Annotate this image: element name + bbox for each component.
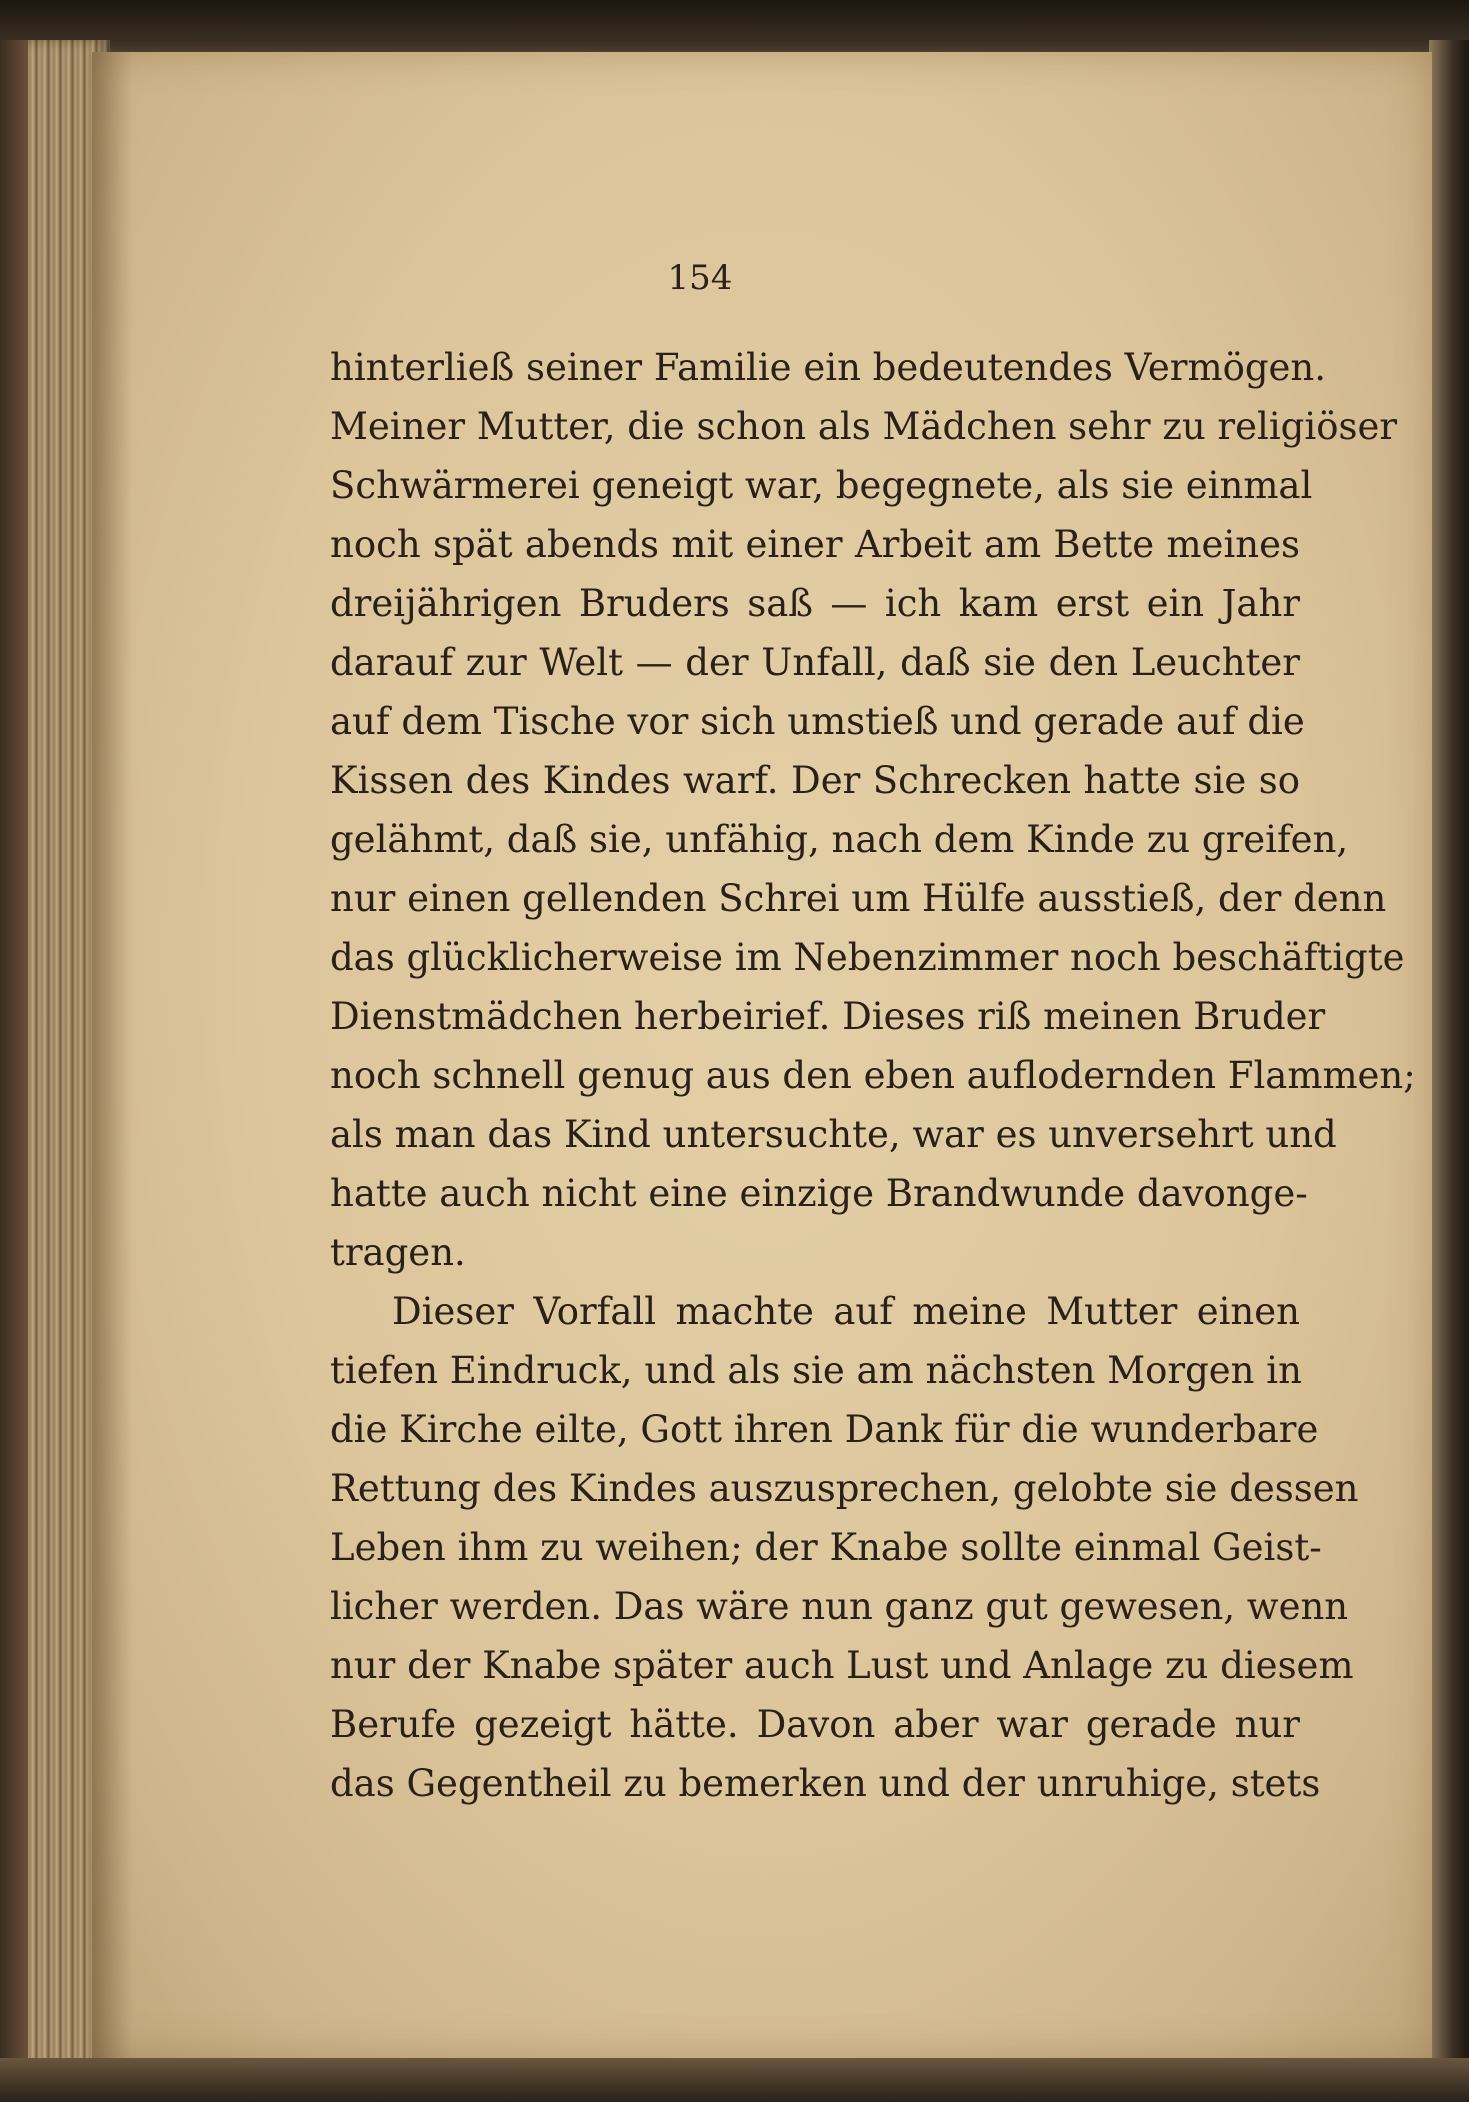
text-line: das Gegentheil zu bemerken und der unruhige, stets — [330, 1762, 1321, 1805]
text-line: Dienstmädchen herbeirief. Dieses riß meinen Bruder — [330, 995, 1326, 1038]
text-line: nur einen gellenden Schrei um Hülfe ausstieß, der denn — [330, 877, 1387, 920]
text-line: auf dem Tische vor sich umstieß und gerade auf die — [330, 700, 1305, 743]
text-line: nur der Knabe später auch Lust und Anlage zu diesem — [330, 1644, 1354, 1687]
text-line: Berufe gezeigt hätte. Davon aber war gerade nur — [330, 1703, 1300, 1746]
gutter-shadow — [92, 52, 132, 2058]
text-line: das glücklicherweise im Nebenzimmer noch beschäftigte — [330, 936, 1405, 979]
binding-right — [1429, 40, 1469, 2102]
text-line: Leben ihm zu weihen; der Knabe sollte einmal Geist- — [330, 1526, 1322, 1569]
text-line: tiefen Eindruck, und als sie am nächsten Morgen in — [330, 1349, 1302, 1392]
text-line: noch schnell genug aus den eben auflodernden Flammen; — [330, 1054, 1416, 1097]
text-line: die Kirche eilte, Gott ihren Dank für die wunderbare — [330, 1408, 1319, 1451]
page-number: 154 — [667, 258, 733, 298]
text-line: noch spät abends mit einer Arbeit am Bette meines — [330, 523, 1300, 566]
book-bottom-edge — [0, 2058, 1469, 2102]
binding-left — [0, 40, 28, 2102]
text-line: licher werden. Das wäre nun ganz gut gewesen, wenn — [330, 1585, 1349, 1628]
text-line: als man das Kind untersuchte, war es unversehrt und — [330, 1113, 1337, 1156]
text-line: Rettung des Kindes auszusprechen, gelobte sie dessen — [330, 1467, 1359, 1510]
text-line: dreijährigen Bruders saß — ich kam erst ein Jahr — [330, 582, 1300, 625]
text-line: hatte auch nicht eine einzige Brandwunde davonge- — [330, 1172, 1308, 1215]
body-text — [330, 338, 1416, 1813]
text-line: Meiner Mutter, die schon als Mädchen sehr zu religiöser — [330, 405, 1398, 448]
text-line: darauf zur Welt — der Unfall, daß sie den Leuchter — [330, 641, 1300, 684]
text-line: Dieser Vorfall machte auf meine Mutter einen — [392, 1290, 1300, 1333]
text-line: Kissen des Kindes warf. Der Schrecken hatte sie so — [330, 759, 1300, 802]
book-cover-top-edge — [0, 0, 1469, 60]
text-line: tragen. — [330, 1231, 466, 1274]
text-line: gelähmt, daß sie, unfähig, nach dem Kinde zu greifen, — [330, 818, 1349, 861]
text-line: Schwärmerei geneigt war, begegnete, als sie einmal — [330, 464, 1313, 507]
text-line: hinterließ seiner Familie ein bedeutendes Vermögen. — [330, 346, 1327, 389]
